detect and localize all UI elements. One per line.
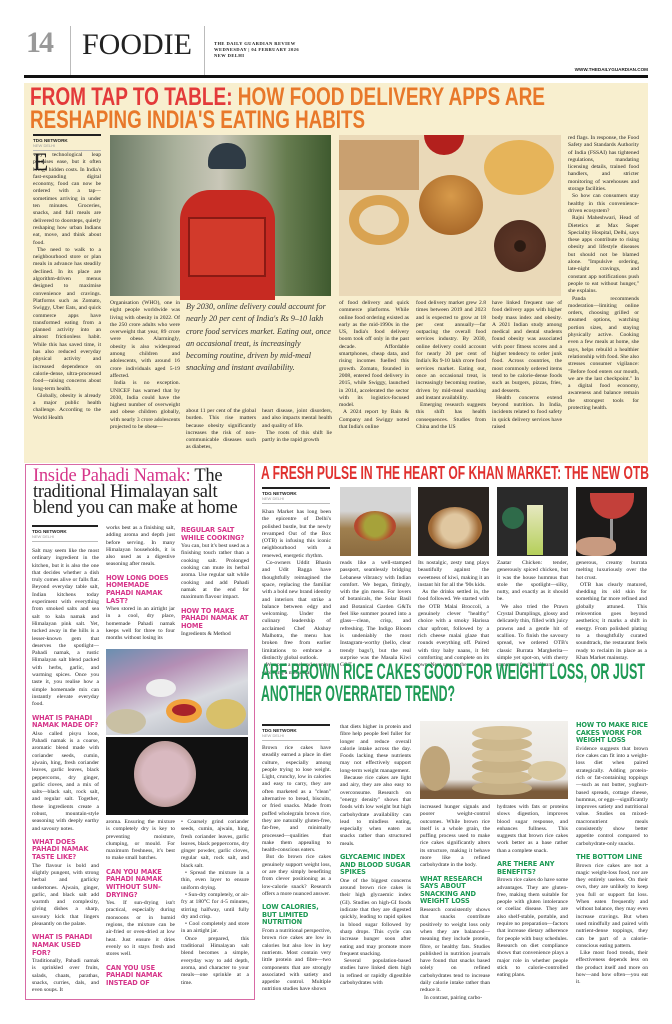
subheading: THE BOTTOM LINE: [576, 852, 643, 861]
otb-headline-text: A FRESH PULSE IN THE HEART OF KHAN MARKET: THE NEW OTB: [261, 463, 649, 483]
paragraph: Evidence suggests that brown rice cakes can fit into a weight-loss diet when paired strategically. Adding protein-rich or fat-containing toppings—such as nut butter, yoghurt-based spreads, cottage cheese, hummus, or eggs—significantly improves satiety and nutritional value. Studies on mixed-macronutrient meals consistently show better appetite control compared to carbohydrate-only snacks.: [576, 745, 648, 847]
paragraph: Brown rice cakes are not a magic weight-loss food, nor are they entirely useless. On their own, they are unlikely to keep you full or support fat loss. When eaten frequently and without balance, they may even increase cravings. But when used mindfully and paired with nutrient-dense toppings, they can be part of a calorie-conscious eating pattern.: [576, 862, 648, 949]
paragraph: very technological leap promises ease, but it often brings hidden costs. In India's fast-expanding digital economy, food can now be ordered with a tap—sometimes arriving in under ten minutes. Groceries, snacks, and full meals are delivered to doorsteps, quietly reshaping how urban Indians eat, move, and think about food.: [33, 152, 101, 246]
article-column: [106, 525, 175, 647]
paragraph: As the drinks settled in, the food followed. We started with the OTB Malai Broccoli, a genuinely clever "healthy" choice with a smoky Harissa char upfront, followed by a rich cheese malai glaze that rounds everything off. Paired with tiny baby naans, it felt comforting and complete on its own. Next up was the: [418, 589, 489, 669]
article-column: [181, 521, 249, 647]
article-column: [340, 724, 411, 1000]
pahadi-headline: [33, 468, 253, 516]
paragraph: A 2024 report by Bain & Company and Swiggy noted that India's online: [339, 409, 409, 431]
paragraph: of food delivery and quick commerce platforms. While online food ordering existed as early as the mid-1990s in the US, India's food delivery boom took off only in the past decade. Affordable smartphones, cheap data, and rising incomes fuelled this growth. Zomato, founded in 2008, entered food delivery in 2015, while Swiggy, launched in 2014, accelerated the sector with its logistics-focused model.: [339, 300, 409, 409]
subheading: REGULAR SALT WHILE COOKING?: [181, 526, 245, 542]
paragraph: Also called pisyu loon, Pahadi namak is a coarse, aromatic blend made with coriander seeds, cumin, ajwain, hing, fresh coriander leaves, garlic leaves, black peppercorns, dry ginger, garlic cloves, and a mix of salts—black salt, rock salt, and regular salt. Together, these ingredients create a robust, mountain-style seasoning with deeply earthy and savoury notes.: [32, 730, 99, 832]
paragraph: Salt may seem like the most ordinary ingredient in the kitchen, but it is also the one that decides whether a dish truly comes alive or falls flat. Beyond everyday table salt, Indian kitchens today experiment with everything from smoked salts and sea salt to kala namak and Himalayan pink salt. Yet, tucked away in the hills is a lesser-known gem that deserves the spotlight—Pahadi namak, a rustic Himalayan salt blend packed with herbs, garlic, and warming spices. Once you taste it, you realise how a simple homemade mix can instantly elevate everyday food.: [32, 548, 99, 708]
paragraph: food delivery market grew 2.8 times between 2019 and 2023 and is expected to grow at 18 per cent annually—far outpacing the overall food services industry. By 2030, online delivery could account for nearly 20 per cent of India's Rs 9-10 lakh crore food services market. Eating out, once an occasional treat, is increasingly becoming routine, driven by mid-meal snacking and instant availability.: [416, 300, 486, 401]
subheading: WHAT DOES PAHADI NAMAK TASTE LIKE?: [32, 837, 89, 862]
paper-info: [214, 41, 299, 59]
paragraph: Organisation (WHO), one in eight people worldwide was living with obesity in 2022. Of the 250 crore adults who were overweight that year, 89 crore were obese. Alarmingly, obesity is also widespread among children and adolescents, with around 16 crore individuals aged 5-19 affected.: [110, 300, 180, 379]
rice-headline: [261, 660, 651, 706]
paragraph: Co-owners Uddit Bhasin and Udit Bagga have thoughtfully reimagined the space, replacing the familiar with a bold new brand identity and interiors that strike a balance between edgy and welcoming. Under the culinary leadership of acclaimed Chef Akshay Malhotra, the menu has broken free from earlier limitations to embrace a distinctly global outlook.: [262, 560, 331, 661]
article-column: [262, 408, 332, 460]
paragraph: When stored in an airtight jar in a cool, dry place, homemade Pahadi namak keeps well for three to four months without losing its: [106, 606, 175, 642]
rice-headline-2: ANOTHER OVERRATED TREND?: [261, 681, 455, 706]
byline-name: TDG NETWORK: [33, 138, 68, 143]
website-link[interactable]: WWW.THEDAILYGUARDIAN.COM: [574, 67, 648, 72]
paragraph: We spent a weekend evening exploring a menu that: [262, 662, 331, 676]
byline-name: TDG NETWORK: [262, 728, 297, 733]
paragraph: Brown rice cakes have steadily earned a place in diet culture, especially among people trying to lose weight. Light, crunchy, low in calories and easy to carry, they are often marketed as a "clean" alternative to bread, biscuits, or fried snacks. Made from puffed wholegrain brown rice, they are naturally gluten-free, fat-free, and minimally processed—qualities that make them appealing to health-conscious eaters.: [262, 745, 331, 854]
paragraph: works best as a finishing salt, adding aroma and depth just before serving. In many Himalayan households, it is also used as a digestive seasoning after meals.: [106, 525, 175, 568]
paragraph: But do brown rice cakes genuinely support weight loss, or are they simply benefiting from clever positioning as a low-calorie snack? Research offers a more nuanced answer.: [262, 854, 331, 897]
headline-orange-2: RESHAPING INDIA'S EATING HABITS: [30, 106, 365, 134]
divider: [70, 26, 71, 76]
fast-food-photo: [339, 135, 561, 296]
top-headline: [30, 83, 644, 134]
paragraph: Yes. If sun-drying isn't practical, especially during monsoons or in humid regions, the mixture can be air-fried or oven-dried at low heat. Just ensure it dries evenly so it stays fresh and stores well.: [106, 900, 175, 958]
paragraph: The need to walk to a neighbourhood store or plan meals in advance has steadily declined. In its place are algorithm-driven menus designed to maximise convenience and cravings. Platforms such as Zomato, Swiggy, Uber Eats, and quick commerce apps have transformed eating from a planned activity into an almost frictionless habit. While this has saved time, it has also reduced everyday physical activity and increased dependence on calorie-dense, ultra-processed food—raising concerns about long-term health.: [33, 246, 101, 392]
paragraph: Zaatar Chicken: tender, generously spiced chicken, but it was the house hummus that stole the spotlight—silky, nutty, and exactly as it should be.: [497, 560, 568, 603]
paragraph: Research consistently shows that snacks contribute positively to weight loss only when they are balanced—meaning they include protein, fibre, or healthy fats. Studies published in nutrition journals have found that snacks based solely on refined carbohydrates tend to increase daily calorie intake rather than reduce it.: [420, 907, 490, 994]
article-column: [420, 804, 490, 1000]
delivery-rider-photo: [110, 135, 331, 296]
drop-cap: E: [33, 149, 49, 176]
paragraph: Globally, obesity is already a major public health challenge. According to the World Health: [33, 392, 101, 421]
paragraph: red flags. In response, the Food Safety and Standards Authority of India (FSSAI) has tightened regulations, mandating licensing details, trained food handlers, and stricter monitoring of warehouses and storage facilities.: [568, 135, 639, 193]
paragraph: Once prepared, this traditional Himalayan salt blend becomes a simple, everyday way to add depth, aroma, and character to your meals—one sprinkle at a time.: [181, 935, 249, 986]
section-title: FOODIE: [82, 28, 192, 61]
paragraph: Because rice cakes are light and airy, they are also easy to overconsume. Research on "energy density" shows that foods with low weight but high carbohydrate availability can lead to mindless eating, especially when eaten as snacks rather than structured meals.: [340, 775, 411, 847]
paper-date: WEDNESDAY | 04 FEBRUARY 2026: [214, 47, 300, 52]
paragraph: We also tried the Prawn Crystal Dumplings, glossy and delicately thin, filled with juicy prawns and a gentle hit of scallion. To finish the savoury spread, we ordered OTB's classic Burrata Margherita—simple yet spot-on, with cherry tomatoes, fresh basil, and: [497, 603, 568, 669]
paragraph: The flavour is bold and slightly pungent, with strong herbal and garlicky undertones. Ajwain, ginger, garlic, and black salt add warmth and complexity, giving dishes a sharp, savoury kick that lingers pleasantly on the palate.: [32, 862, 99, 928]
subheading: HOW TO MAKE RICE CAKES WORK FOR WEIGHT LOSS: [576, 721, 648, 745]
paragraph: aroma. Ensuring the mixture is completely dry is key to preventing moisture, clumping, or mould. For maximum freshness, it's best to make small batches.: [106, 819, 175, 862]
byline-city: NEW DELHI: [32, 534, 98, 542]
byline-name: TDG NETWORK: [32, 529, 67, 534]
page-number: 14: [26, 26, 52, 59]
paragraph: • Cool completely and store in an airtight jar.: [181, 921, 249, 935]
byline-city: NEW DELHI: [262, 733, 330, 741]
article-column: [110, 300, 180, 460]
red-cocktail-photo: [576, 487, 647, 556]
subheading: HOW LONG DOES HOMEMADE PAHADI NAMAK LAST?: [106, 573, 169, 605]
salt-spoon-photo: [106, 737, 248, 815]
byline: [262, 724, 330, 741]
byline-city: NEW DELHI: [262, 496, 330, 504]
subheading: WHAT IS PAHADI NAMAK USED FOR?: [32, 933, 93, 957]
subheading: GLYCAEMIC INDEX AND BLOOD SUGAR SPIKES: [340, 853, 411, 877]
paragraph: Health concerns extend beyond nutrition. In India, incidents related to food safety in quick delivery services have raised: [492, 394, 562, 431]
article-column: [186, 408, 256, 460]
article-column: [492, 300, 562, 460]
paragraph: • Coarsely grind coriander seeds, cumin, ajwain, hing, fresh coriander leaves, garlic leaves, black peppercorns, dry ginger powder, garlic cloves, regular salt, rock salt, and black salt.: [181, 819, 249, 869]
cocktail-photo: [497, 487, 568, 556]
paragraph: In contrast, pairing carbo-: [424, 994, 483, 1001]
paragraph: From a nutritional perspective, brown rice cakes are low in calories but also low in key nutrients. Most contain very little protein and fibre—two components that are strongly associated with satiety and appetite control. Multiple nutrition studies have shown: [262, 928, 331, 993]
headline-orange: HOW FOOD DELIVERY APPS ARE: [232, 83, 644, 111]
paragraph: Its nostalgic, zesty tang plays beautifully against the sweetness of kiwi, making it an instant hit for all the '90s kids.: [418, 560, 489, 588]
header-rule: [24, 75, 648, 78]
article-column: [262, 509, 331, 676]
paragraph: India is no exception. UNICEF has warned that by 2030, India could have the highest number of overweight and obese children globally, with nearly 3 crore adolescents projected to be obese—: [110, 380, 180, 431]
subheading: HOW TO MAKE PAHADI NAMAK AT HOME: [181, 606, 249, 630]
subheading: WHAT RESEARCH SAYS ABOUT SNACKING AND WEIGHT LOSS: [420, 874, 483, 906]
paragraph: Like most food trends, their effectiveness depends less on the product itself and more on how—and how often—you eat it.: [576, 950, 648, 986]
article-column: [340, 560, 411, 669]
article-column: [497, 804, 568, 1000]
byline-name: TDG NETWORK: [262, 491, 297, 496]
article-column: [339, 300, 409, 460]
otb-headline: [261, 463, 651, 483]
paragraph: generous, creamy burrata melting luxuriously over the hot crust.: [576, 560, 647, 581]
paragraph: • Spread the mixture in a thin, even layer to ensure uniform drying.: [181, 870, 249, 891]
article-column: [497, 560, 568, 669]
byline: [32, 525, 98, 542]
spices-photo: [106, 649, 248, 735]
paragraph: Rajni Maheshwari, Head of Dietetics at Max Super Speciality Hospital, Delhi, says these apps contribute to rising obesity and lifestyle diseases but should not be blamed alone. "Impulsive ordering, late-night cravings, and constant app notifications push people to eat without hunger," she explains.: [568, 215, 639, 295]
article-column: [576, 716, 648, 1000]
pull-quote: By 2030, online delivery could account for nearly 20 per cent of India's Rs 9–10 lakh crore food services market. Eating out, once an occasional treat, is increasingly becoming routine, driven by mid-meal snacking and instant availability.: [186, 302, 331, 373]
paragraph: Several population-based studies have linked diets high in refined or rapidly digestible carbohydrates with: [340, 958, 411, 986]
paragraph: Ingredients & Method: [181, 631, 231, 638]
headline-rest: The traditional Himalayan salt blend you can make at home: [33, 466, 238, 518]
dish-photo: [340, 487, 411, 556]
paragraph: So how can consumers stay healthy in this convenience-driven ecosystem?: [568, 193, 639, 214]
paragraph: Khan Market has long been the epicentre of Delhi's polished bustle, but the newly revamped Out of the Box (OTB) is infusing this iconic neighbourhood with a renewed, energetic rhythm.: [262, 509, 331, 559]
paragraph: OTB has clearly matured, shedding its old skin for something far more refined and globally attuned. This reinvention goes beyond aesthetics; it marks a shift in energy. From polished plating to a thoughtfully curated soundtrack, the restaurant feels ready to reclaim its place as a Khan Market mainstay.: [576, 581, 647, 661]
dumplings-photo: [418, 487, 489, 556]
article-column: [568, 135, 639, 460]
article-column: [418, 560, 489, 669]
paragraph: that diets higher in protein and fibre help people feel fuller for longer and reduce overall calorie intake across the day. Foods lacking these nutrients may not effectively support long-term weight management.: [340, 724, 411, 774]
paragraph: Traditionally, Pahadi namak is sprinkled over fruits, salads, chaats, parathas, snacks, curries, dals, and even soups. It: [32, 958, 99, 994]
paragraph: • Sun-dry completely, or air-fry at 180°C for 4-5 minutes, stirring halfway, until fully dry and crisp.: [181, 891, 249, 920]
paper-city: NEW DELHI: [214, 53, 245, 58]
paragraph: hydrates with fats or proteins slows digestion, improves blood sugar response, and enhances fullness. This suggests that brown rice cakes work better as a base rather than a complete snack.: [497, 804, 568, 854]
article-column: [32, 548, 99, 996]
article-column: [33, 149, 101, 460]
paragraph: about 11 per cent of the global burden. This rise matters because obesity significantly increases the risk of non-communicable diseases such as diabetes,: [186, 408, 256, 451]
headline-pink: Inside Pahadi Namak:: [33, 466, 191, 486]
article-column: [262, 745, 331, 1000]
rice-headline-1: ARE BROWN RICE CAKES GOOD FOR WEIGHT LOSS, OR JUST: [261, 659, 646, 684]
subheading: WHAT IS PAHADI NAMAK MADE OF?: [32, 713, 99, 730]
subheading: CAN YOU USE PAHADI NAMAK INSTEAD OF: [106, 963, 163, 987]
article-column: [181, 819, 249, 997]
paragraph: You can, but it's best used as a finishing touch rather than a cooking salt. Prolonged cooking can mute its herbal aroma. Use regular salt while cooking and add Pahadi namak at the end for maximum flavour impact.: [181, 543, 249, 601]
headline-red: FROM TAP TO TABLE:: [30, 83, 297, 111]
paragraph: reads like a well-stamped passport, seamlessly bridging Lebanese vibrancy with Indian comfort. We began, fittingly, with the gin menu. For lovers of botanicals, the Solar Basil and Botanical Garden G&Ts feel like summer poured into a glass—clean, crisp, and refreshing. The Indigo Bloom is undeniably the most Instagram-worthy (hello, clear trendy bags!), but the real surprise was the Masala Kiwi G&T.: [340, 560, 411, 669]
paragraph: heart disease, joint disorders, and also impacts mental health and quality of life.: [262, 408, 332, 429]
paragraph: Panda recommends moderation—limiting online orders, choosing grilled or steamed options, watching portion sizes, and staying physically active. Cooking even a few meals at home, she says, helps rebuild a healthier relationship with food. She also stresses consumer vigilance: "Before food enters our mouth, we are the last checkpoint." In a digital food economy, awareness and balance remain the strongest tools for protecting health.: [568, 295, 640, 411]
byline-city: NEW DELHI: [33, 143, 101, 151]
paragraph: increased hunger signals and poorer weight-control outcomes. While brown rice itself is a whole grain, the puffing process used to make rice cakes significantly alters its structure, making it behave more like a refined carbohydrate in the body.: [420, 804, 490, 869]
article-column: [106, 819, 175, 997]
article-column: [416, 300, 486, 460]
divider: [204, 26, 205, 76]
paragraph: Brown rice cakes do have some advantages. They are gluten-free, making them suitable for people with gluten intolerance or coeliac disease. They are also shelf-stable, portable, and require no preparation—factors that increase dietary adherence for people with busy schedules. Research on diet compliance shows that convenience plays a major role in whether people stick to calorie-controlled eating plans.: [497, 877, 568, 979]
byline: [262, 487, 330, 504]
rice-cakes-photo: [420, 721, 568, 799]
paragraph: One of the biggest concerns around brown rice cakes is their high glycaemic index (GI). Studies on high-GI foods indicate that they are digested quickly, leading to rapid spikes in blood sugar followed by sharp drops. This cycle can increase hunger soon after eating and may promote more frequent snacking.: [340, 877, 411, 957]
subheading: ARE THERE ANY BENEFITS?: [497, 860, 555, 876]
subheading: LOW CALORIES, BUT LIMITED NUTRITION: [262, 903, 319, 927]
subheading: CAN YOU MAKE PAHADI NAMAK WITHOUT SUN-DRYING?: [106, 867, 163, 899]
paragraph: The roots of this shift lie partly in the rapid growth: [262, 429, 332, 444]
paragraph: have linked frequent use of food delivery apps with higher body mass index and obesity. A 2021 Indian study among medical and dental students found obesity was associated with poor fitness scores and a higher tendency to order junk food. Across countries, the most commonly ordered items tend to be calorie-dense foods such as burgers, pizzas, fries, and desserts.: [492, 300, 562, 394]
paper-name: THE DAILY GUARDIAN REVIEW: [214, 41, 296, 46]
paragraph: Emerging research suggests this shift has health consequences. Studies from China and the US: [416, 402, 486, 431]
article-column: [576, 560, 647, 661]
